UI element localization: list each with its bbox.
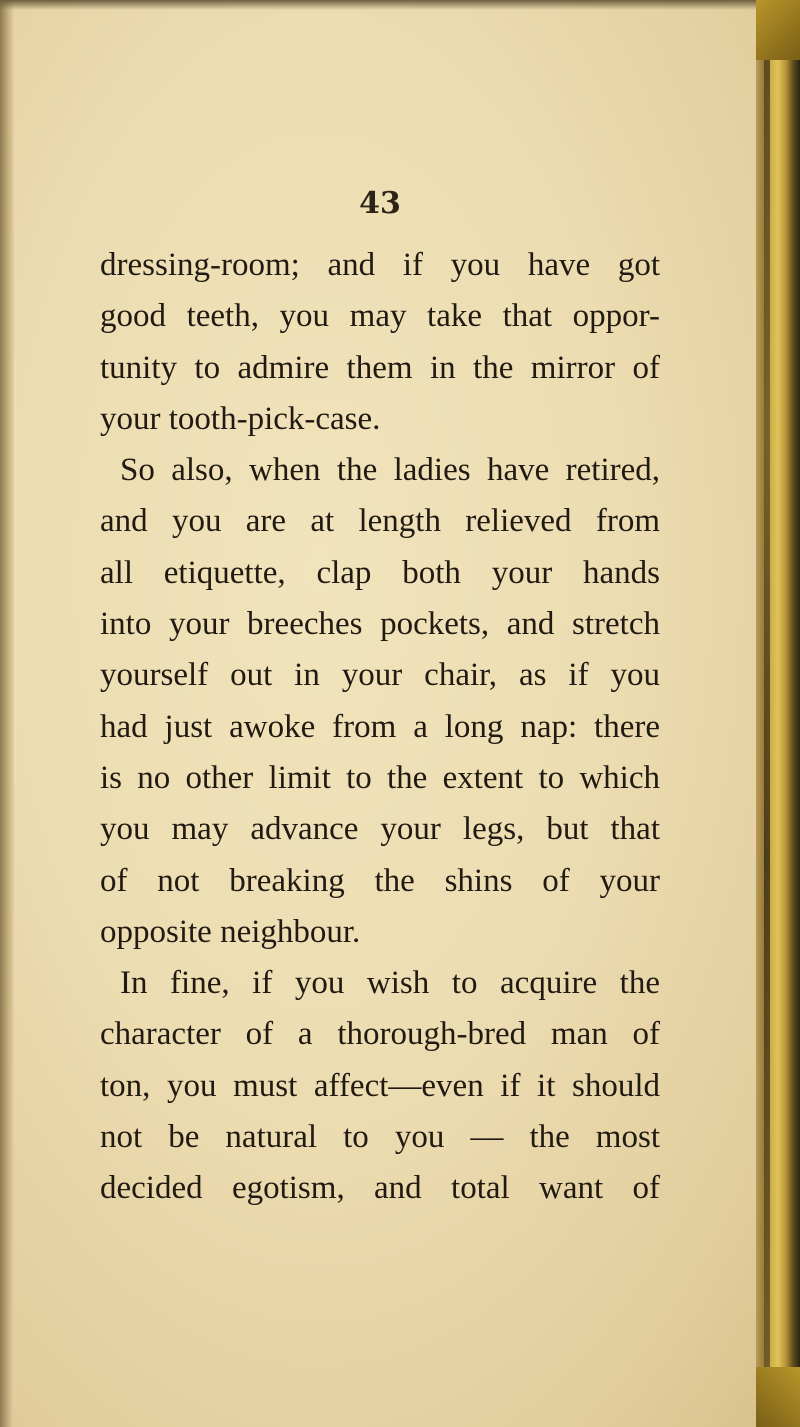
text-line: your tooth-pick-case. bbox=[100, 400, 381, 437]
text-line: of not breaking the shins of your bbox=[100, 862, 660, 899]
text-line: had just awoke from a long nap: there bbox=[100, 708, 660, 745]
text-line: you may advance your legs, but that bbox=[100, 811, 660, 848]
page-top-shadow bbox=[0, 0, 760, 10]
text-line: dressing-room; and if you have got bbox=[100, 247, 660, 283]
text-line: In fine, if you wish to acquire the bbox=[120, 965, 660, 1002]
page-number: 43 bbox=[359, 186, 401, 221]
book-binding bbox=[756, 0, 800, 1427]
text-line: good teeth, you may take that oppor- bbox=[100, 298, 660, 335]
text-line: So also, when the ladies have retired, bbox=[120, 452, 660, 489]
binding-gutter bbox=[764, 0, 770, 1427]
binding-cap-top bbox=[756, 0, 800, 60]
text-line: tunity to admire them in the mirror of bbox=[100, 349, 660, 386]
text-line: opposite neighbour. bbox=[100, 913, 361, 950]
text-line: not be natural to you — the most bbox=[100, 1119, 660, 1156]
text-line: yourself out in your chair, as if you bbox=[100, 657, 660, 694]
binding-cap-bottom bbox=[756, 1367, 800, 1427]
text-line: into your breeches pockets, and stretch bbox=[100, 606, 660, 643]
text-line: and you are at length relieved from bbox=[100, 503, 660, 540]
text-line: is no other limit to the extent to which bbox=[100, 759, 660, 796]
body-text bbox=[100, 240, 660, 1215]
text-line: ton, you must affect—even if it should bbox=[100, 1067, 660, 1104]
text-line: all etiquette, clap both your hands bbox=[100, 554, 660, 591]
text-line: decided egotism, and total want of bbox=[100, 1170, 660, 1207]
text-line: character of a thorough-bred man of bbox=[100, 1016, 660, 1053]
